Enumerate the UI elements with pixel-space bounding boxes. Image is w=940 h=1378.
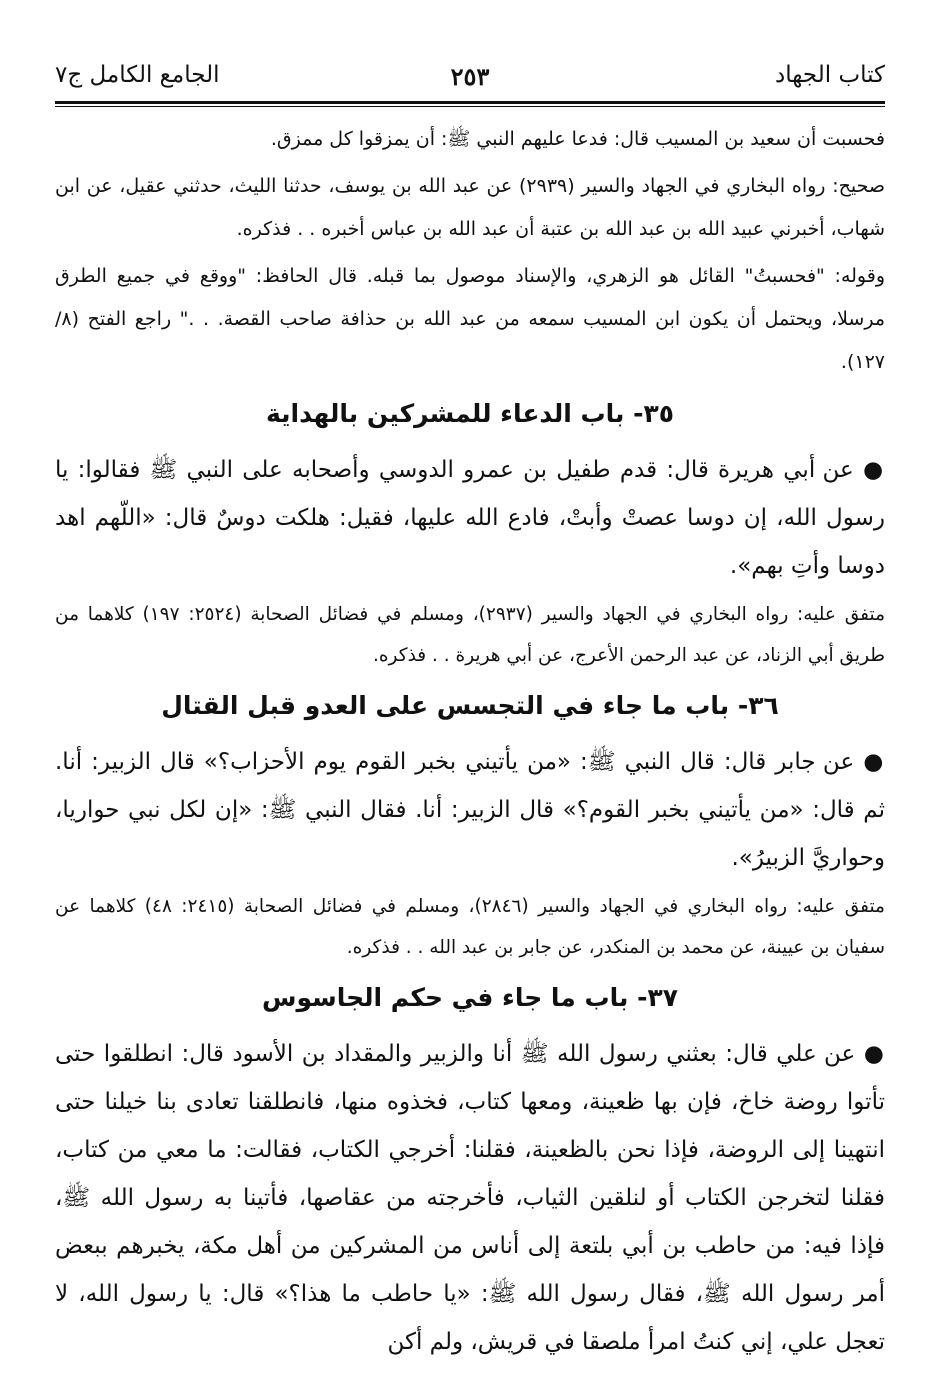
hadith-text-body: عن أبي هريرة قال: قدم طفيل بن عمرو الدوسي وأصحابه على النبي ﷺ فقالوا: يا رسول الله، إن دوسا عصتْ وأبتْ، فادع الله عليها، فقيل: هلكت دوسٌ قال: «اللّهم اهد دوسا وأتِ بهم». [55, 457, 885, 579]
header-volume-title: الجامع الكامل ج٧ [55, 62, 220, 88]
chapter-heading-36: ٣٦- باب ما جاء في التجسس على العدو قبل القتال [161, 691, 779, 720]
hadith-takhrij: متفق عليه: رواه البخاري في الجهاد والسير (٢٩٣٧)، ومسلم في فضائل الصحابة (٢٥٢٤: ١٩٧) كلاهما من طريق أبي الزناد، عن عبد الرحمن الأعرج، عن أبي هريرة . . فذكره. [55, 604, 886, 666]
header-rule-thin [55, 106, 885, 107]
bullet-icon: ● [863, 1041, 886, 1067]
hadith-text-body: عن علي قال: بعثني رسول الله ﷺ أنا والزبير والمقداد بن الأسود قال: انطلقوا حتى تأتوا روضة خاخ، فإن بها ظعينة، ومعها كتاب، فخذوه منها، فانطلقنا تعادى بنا خيلنا حتى انتهينا إلى الروضة، فإذا نحن بالظعينة، فقلنا: أخرجي الكتاب، فقالت: ما معي من كتاب، فقلنا لتخرجن الكتاب أو لنلقين الثياب، فأخرجته من عقاصها، فأتينا به رسول الله ﷺ، فإذا فيه: من حاطب بن أبي بلتعة إلى أناس من المشركين من أهل مكة، يخبرهم ببعض أمر رسول الله ﷺ، فقال رسول الله ﷺ: «يا حاطب ما هذا؟» قال: يا رسول الله، لا تعجل علي، إني كنتُ امرأ ملصقا في قريش، ولم أكن [55, 1041, 885, 1355]
hadith-takhrij: متفق عليه: رواه البخاري في الجهاد والسير (٢٨٤٦)، ومسلم في فضائل الصحابة (٢٤١٥: ٤٨) كلاهما عن سفيان بن عيينة، عن محمد بن المنكدر، عن جابر بن عبد الله . . فذكره. [55, 896, 885, 958]
paragraph-commentary: وقوله: "فحسبتُ" القائل هو الزهري، والإسناد موصول بما قبله. قال الحافظ: "ووقع في جميع الطرق مرسلا، ويحتمل أن يكون ابن المسيب سمعه من عبد الله بن حذافة صاحب القصة. . ." راجع الفتح (٨/ ١٢٧). [55, 265, 885, 373]
page-body [55, 118, 885, 1366]
paragraph-takhrij: صحيح: رواه البخاري في الجهاد والسير (٢٩٣٩) عن عبد الله بن يوسف، حدثنا الليث، حدثني عقيل، عن ابن شهاب، أخبرني عبيد الله بن عبد الله بن عتبة أن عبد الله بن عباس أخبره . . فذكره. [55, 175, 885, 240]
chapter-heading-35: ٣٥- باب الدعاء للمشركين بالهداية [265, 399, 675, 428]
chapter-heading-37: ٣٧- باب ما جاء في حكم الجاسوس [261, 983, 679, 1012]
page-number: ٢٥٣ [450, 62, 490, 91]
paragraph-continuation: فحسبت أن سعيد بن المسيب قال: فدعا عليهم النبي ﷺ: أن يمزقوا كل ممزق. [270, 128, 885, 150]
hadith-text [55, 1030, 885, 1366]
bullet-icon: ● [863, 457, 885, 483]
hadith-text [55, 446, 885, 590]
hadith-text-body: عن جابر قال: قال النبي ﷺ: «من يأتيني بخبر القوم يوم الأحزاب؟» قال الزبير: أنا. ثم قال: «من يأتيني بخبر القوم؟» قال الزبير: أنا. فقال النبي ﷺ: «إن لكل نبي حواريا، وحواريَّ الزبيرُ». [55, 749, 885, 871]
header-rule-thick [55, 101, 885, 104]
running-header [55, 0, 885, 108]
hadith-text [55, 738, 885, 882]
bullet-icon: ● [863, 749, 885, 775]
header-book-title: كتاب الجهاد [775, 62, 885, 88]
